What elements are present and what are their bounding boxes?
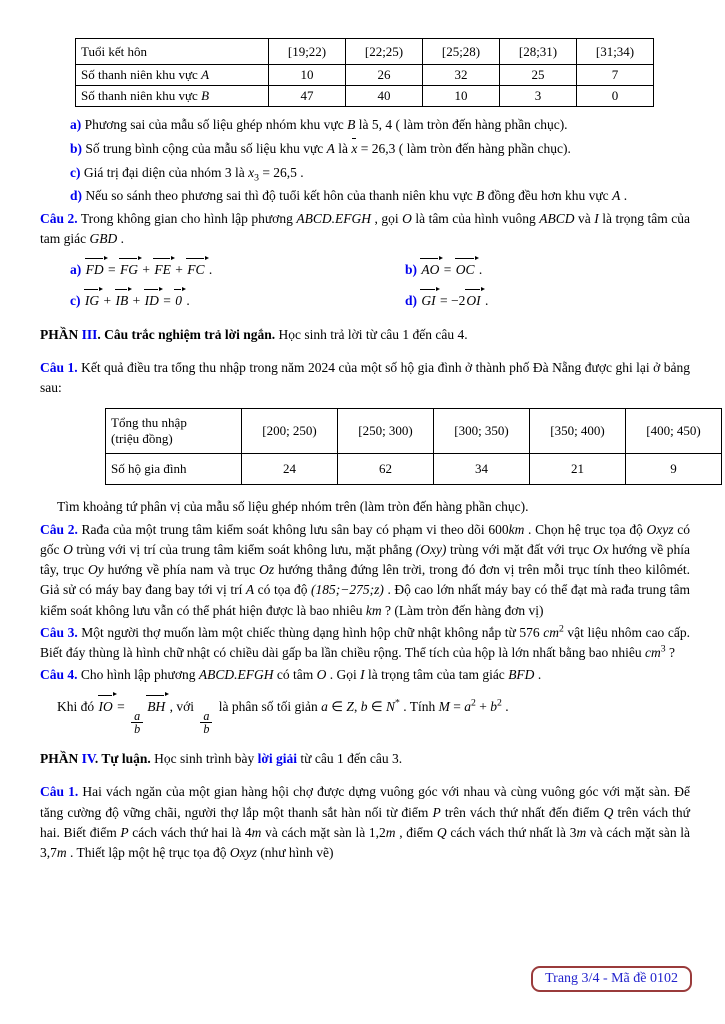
text-segment: . xyxy=(534,667,542,683)
text-segment: I xyxy=(594,210,599,226)
statement-b xyxy=(40,139,690,159)
part3-heading xyxy=(40,325,690,345)
text-segment: Q xyxy=(603,804,614,820)
text-segment: và cách mặt sàn là 3,7 xyxy=(40,824,691,861)
text-segment: = xyxy=(440,262,455,277)
marriage-age-table xyxy=(75,38,654,107)
text-segment: = xyxy=(449,698,465,714)
text-segment: . xyxy=(620,188,628,204)
text-segment: km xyxy=(508,521,525,537)
table-header-cell: [19;22) xyxy=(269,39,346,65)
text-segment: từ câu 1 đến câu 3. xyxy=(297,751,403,767)
text-segment: . Thiết lập một hệ trục tọa độ xyxy=(66,845,230,861)
text-segment: + xyxy=(139,262,154,277)
text-segment: = xyxy=(159,293,175,309)
text-segment: BH xyxy=(146,697,166,717)
text-segment: I xyxy=(360,667,365,683)
text-segment: , xyxy=(353,698,361,714)
text-segment: FC xyxy=(186,260,205,280)
text-segment: a xyxy=(464,698,471,714)
text-segment: (như hình vẽ) xyxy=(256,845,334,861)
text-segment: + xyxy=(171,262,187,277)
text-segment: m xyxy=(251,824,262,840)
text-segment: lời giải xyxy=(257,751,298,767)
header-line1: Tổng thu nhập xyxy=(111,415,187,431)
text-segment: Q xyxy=(436,824,447,840)
text-segment: Cho hình lập phương xyxy=(77,667,199,683)
text-segment: m xyxy=(576,824,587,840)
text-segment: N xyxy=(385,698,395,714)
table-header-row xyxy=(76,39,654,65)
text-segment: O xyxy=(402,210,412,226)
text-segment: cách vách thứ hai là 4 xyxy=(128,824,252,840)
text-segment: 2 xyxy=(470,697,476,708)
table-row xyxy=(76,65,654,86)
table-header-row xyxy=(106,409,722,454)
table-header-cell xyxy=(106,409,242,454)
text-segment: là trọng tâm của tam giác xyxy=(40,210,690,246)
text-segment: Giá trị đại diện của nhóm 3 là xyxy=(80,164,249,180)
text-segment: . xyxy=(117,230,124,246)
text-segment: + xyxy=(129,293,144,309)
text-segment: O xyxy=(63,541,73,557)
header-line2: (triệu đồng) xyxy=(111,431,173,447)
part3-question-3 xyxy=(40,623,690,664)
table-cell: 34 xyxy=(434,454,530,485)
page-footer-badge xyxy=(531,966,692,992)
statement-c xyxy=(40,163,690,183)
text-segment: trùng với vị trí của trung tâm kiểm soát không lưu, mặt phẳng xyxy=(72,541,416,557)
text-segment: (Oxy) xyxy=(415,541,447,557)
table-cell: 62 xyxy=(338,454,434,485)
table-header-cell: [300; 350) xyxy=(434,409,530,454)
text-segment: Oxyz xyxy=(646,521,674,537)
text-segment: Một người thợ muốn làm một chiếc thùng dạng hình hộp chữ nhật không nắp từ 576 xyxy=(77,624,544,640)
text-segment: b xyxy=(490,698,497,714)
text-segment: A xyxy=(245,582,255,598)
text-segment: là 5, 4 ( làm tròn đến hàng phần chục). xyxy=(355,117,568,132)
text-segment: ABCD.EFGH xyxy=(198,667,274,683)
option-d xyxy=(405,288,690,311)
text-segment: Ox xyxy=(592,541,609,557)
statement-d xyxy=(40,186,690,206)
text-segment: đồng đều hơn khu vực xyxy=(484,188,613,204)
text-segment: BFD xyxy=(508,667,535,683)
table-cell: 3 xyxy=(500,86,577,107)
text-segment: * xyxy=(394,697,400,708)
text-segment: Kết quả điều tra tổng thu nhập trong năm 2024 của một số hộ gia đình ở thành phố Đà Nẵng được ghi lại ở bảng sau: xyxy=(40,359,690,395)
text-segment: PHẦN xyxy=(40,326,82,342)
text-segment: , với xyxy=(166,698,198,714)
text-segment: a) xyxy=(70,117,82,132)
text-segment: FE xyxy=(153,260,172,280)
table-cell: 10 xyxy=(269,65,346,86)
table-cell: 47 xyxy=(269,86,346,107)
part3-question-1-task xyxy=(40,497,690,517)
text-segment: ∈ xyxy=(327,698,347,714)
text-segment: cm xyxy=(645,645,661,660)
text-segment: Nếu so sánh theo phương sai thì độ tuổi kết hôn của thanh niên khu vực xyxy=(82,188,477,204)
text-segment: . xyxy=(501,698,509,714)
text-segment: trên vách thứ hai. Biết điểm xyxy=(40,804,690,840)
text-segment: ? xyxy=(665,645,676,660)
text-segment: + xyxy=(100,293,115,309)
text-segment: = 26,5 . xyxy=(258,164,304,180)
text-segment: b) xyxy=(405,262,418,277)
text-segment: có tọa độ xyxy=(254,582,312,598)
statement-a xyxy=(40,115,690,135)
table-cell: 32 xyxy=(423,65,500,86)
text-segment: . xyxy=(481,293,489,309)
table-header-cell: [250; 300) xyxy=(338,409,434,454)
text-segment: Câu 3. xyxy=(40,624,78,640)
text-segment: Học sinh trình bày xyxy=(150,751,258,767)
text-segment: x xyxy=(248,164,255,180)
text-segment: A xyxy=(612,188,621,204)
text-segment: Oxyz xyxy=(229,845,257,861)
table-row xyxy=(76,86,654,107)
text-segment: trên vách thứ nhất đến điểm xyxy=(440,804,604,820)
text-segment: Rađa của một trung tâm kiểm soát không lưu sân bay có phạm vi theo dõi 600 xyxy=(77,521,509,537)
text-segment: IB xyxy=(115,291,130,311)
table-header-cell: [22;25) xyxy=(346,39,423,65)
text-segment: cm xyxy=(543,624,559,640)
part4-question-1 xyxy=(40,782,690,863)
part3-question-4-formula xyxy=(40,694,690,737)
text-segment: b) xyxy=(70,140,83,156)
text-segment: cách vách thứ nhất là 3 xyxy=(446,824,577,840)
text-segment: Câu 2. xyxy=(40,521,78,537)
text-segment: hướng về phía nam và trục xyxy=(103,562,260,577)
text-segment: Số trung bình cộng của mẫu số liệu khu vực xyxy=(82,140,327,156)
table-header-cell: [400; 450) xyxy=(626,409,722,454)
text-segment: ABCD xyxy=(539,210,575,226)
text-segment: . Tự luận. xyxy=(94,751,151,767)
text-segment: , điểm xyxy=(395,824,437,840)
table-header-cell: [28;31) xyxy=(500,39,577,65)
text-segment: 0 xyxy=(174,291,183,311)
text-segment: Oy xyxy=(87,562,104,577)
income-table xyxy=(105,408,722,485)
table-row xyxy=(106,454,722,485)
text-segment: là trọng tâm của tam giác xyxy=(364,667,509,683)
text-segment: Z xyxy=(346,698,354,714)
text-segment: Hai vách ngăn của một gian hàng hội chợ được dựng vuông góc với nhau và cùng vuông góc với mặt sàn. Để tăng cường độ vững chãi, người thợ lắp một thanh sắt hàn nối từ điểm xyxy=(40,784,690,820)
part3-question-4-intro xyxy=(40,665,690,685)
text-segment: OC xyxy=(455,260,476,280)
table-cell: 9 xyxy=(626,454,722,485)
text-segment: IO xyxy=(98,697,114,717)
text-segment: . xyxy=(475,262,483,277)
text-segment: có gốc xyxy=(40,521,690,557)
text-segment: P xyxy=(432,804,441,820)
text-segment: và xyxy=(574,210,595,226)
text-segment: d) xyxy=(70,188,83,204)
text-segment: Câu 2. xyxy=(40,210,78,226)
question-2-options xyxy=(40,257,690,312)
part3-question-2 xyxy=(40,520,690,621)
text-segment: = xyxy=(113,698,129,714)
text-segment: b xyxy=(360,698,368,714)
text-segment: ? (Làm tròn đến hàng đơn vị) xyxy=(381,602,544,618)
text-segment: = 26,3 ( làm tròn đến hàng phần chục). xyxy=(357,140,571,156)
table-cell: 40 xyxy=(346,86,423,107)
text-segment: = xyxy=(104,262,119,277)
text-segment: có tâm xyxy=(273,667,317,683)
text-segment: A xyxy=(326,140,335,156)
table-cell: 10 xyxy=(423,86,500,107)
text-segment: Học sinh trả lời từ câu 1 đến câu 4. xyxy=(275,326,468,342)
question-2-intro xyxy=(40,209,690,250)
text-segment: d) xyxy=(405,293,418,309)
text-segment: Câu 1. xyxy=(40,359,78,375)
text-segment: IV xyxy=(81,751,95,767)
text-segment: PHẦN xyxy=(40,751,82,767)
text-segment: FD xyxy=(85,260,105,280)
text-segment: IG xyxy=(84,291,100,311)
text-segment: vật liệu nhôm cao cấp. Biết đáy thùng là hình chữ nhật có chiều dài gấp ba lần chiều rộng. Thể tích của hộp là lớn nhất bằng bao nhiêu xyxy=(40,624,690,660)
text-segment: . xyxy=(183,293,190,309)
text-segment: Số thanh niên khu vực xyxy=(81,67,202,82)
text-segment: c) xyxy=(70,164,81,180)
option-c xyxy=(70,288,405,311)
text-segment: hướng về phía tây, trục xyxy=(40,541,690,577)
text-segment: 2 xyxy=(558,623,564,635)
text-segment: và cách mặt sàn là 1,2 xyxy=(261,824,386,840)
table-cell: 7 xyxy=(577,65,654,86)
text-segment: GI xyxy=(420,291,436,311)
text-segment: OI xyxy=(465,291,481,311)
text-segment: (185;−275;z) xyxy=(311,582,384,598)
text-segment: Trong không gian cho hình lập phương xyxy=(77,210,297,226)
option-a xyxy=(70,257,405,280)
text-segment: Khi đó xyxy=(57,698,98,714)
text-segment: 3 xyxy=(254,172,259,184)
text-segment: B xyxy=(476,188,485,204)
row-label-cell: Số hộ gia đình xyxy=(106,454,242,485)
text-segment: km xyxy=(365,602,382,618)
table-header-cell: Tuổi kết hôn xyxy=(76,39,269,65)
text-segment: , gọi xyxy=(370,210,403,226)
table-header-cell: [350; 400) xyxy=(530,409,626,454)
text-segment: là xyxy=(334,140,352,156)
text-segment: ∈ xyxy=(367,698,386,714)
row-label-cell xyxy=(76,65,269,86)
text-segment: III xyxy=(81,326,98,342)
row-label-cell xyxy=(76,86,269,107)
table-cell: 24 xyxy=(242,454,338,485)
text-segment: Phương sai của mẫu số liệu ghép nhóm khu vực xyxy=(81,117,348,132)
text-segment: . Câu trắc nghiệm trả lời ngắn. xyxy=(97,326,276,342)
fraction: $\frac{a}{b}$ xyxy=(200,710,212,737)
text-segment: . xyxy=(205,262,213,277)
table-cell: 21 xyxy=(530,454,626,485)
part4-heading xyxy=(40,749,690,769)
text-segment: B xyxy=(201,88,210,103)
text-segment: hướng thẳng đứng lên trời, trong đó đơn vị trên mỗi trục tính theo kilômét. Giả sử có máy bay đang bay tới vị trí xyxy=(40,562,690,598)
text-segment: P xyxy=(120,824,129,840)
text-segment: a xyxy=(321,698,328,714)
text-segment: ID xyxy=(144,291,160,311)
text-segment: m xyxy=(385,824,396,840)
table-cell: 26 xyxy=(346,65,423,86)
text-segment: c) xyxy=(70,293,81,309)
text-segment: 3 xyxy=(660,643,666,655)
table-header-cell: [200; 250) xyxy=(242,409,338,454)
option-b xyxy=(405,257,690,280)
part3-question-1-intro xyxy=(40,358,690,399)
text-segment: là tâm của hình vuông xyxy=(411,210,540,226)
table-cell: 25 xyxy=(500,65,577,86)
text-segment: . Gọi xyxy=(326,667,361,683)
text-segment: Tìm khoảng tứ phân vị của mẫu số liệu ghép nhóm trên (làm tròn đến hàng phần chục). xyxy=(57,499,529,515)
text-segment: Số thanh niên khu vực xyxy=(81,88,202,103)
text-segment: A xyxy=(201,67,210,82)
page-footer-label: Trang 3/4 - Mã đề 0102 xyxy=(545,971,678,986)
text-segment: . Tính xyxy=(399,698,439,714)
text-segment: AO xyxy=(420,260,440,280)
text-segment: = −2 xyxy=(436,293,466,309)
text-segment: B xyxy=(347,117,356,132)
text-segment: a) xyxy=(70,262,82,277)
text-segment: . Chọn hệ trục tọa độ xyxy=(524,521,647,537)
text-segment: là phân số tối giản xyxy=(215,698,322,714)
text-segment: . Độ cao lớn nhất máy bay có thể đạt mà rađa trung tâm kiểm soát không lưu vẫn có thể phát hiện được là bao nhiêu xyxy=(40,582,690,618)
text-segment: m xyxy=(56,845,67,861)
text-segment: x xyxy=(351,139,357,159)
text-segment: Câu 1. xyxy=(40,784,79,800)
text-segment: O xyxy=(316,667,327,683)
text-segment: M xyxy=(438,698,450,714)
table-header-cell: [25;28) xyxy=(423,39,500,65)
table-header-cell: [31;34) xyxy=(577,39,654,65)
text-segment: + xyxy=(475,698,491,714)
text-segment: GBD xyxy=(89,230,118,246)
text-segment: trùng với mặt đất với trục xyxy=(446,541,593,557)
text-segment: Câu 4. xyxy=(40,667,78,683)
text-segment: Oz xyxy=(259,562,275,577)
table-cell: 0 xyxy=(577,86,654,107)
text-segment: ABCD.EFGH xyxy=(296,210,371,226)
text-segment: 2 xyxy=(496,697,502,708)
fraction: $\frac{a}{b}$ xyxy=(131,710,143,737)
text-segment: FG xyxy=(119,260,139,280)
